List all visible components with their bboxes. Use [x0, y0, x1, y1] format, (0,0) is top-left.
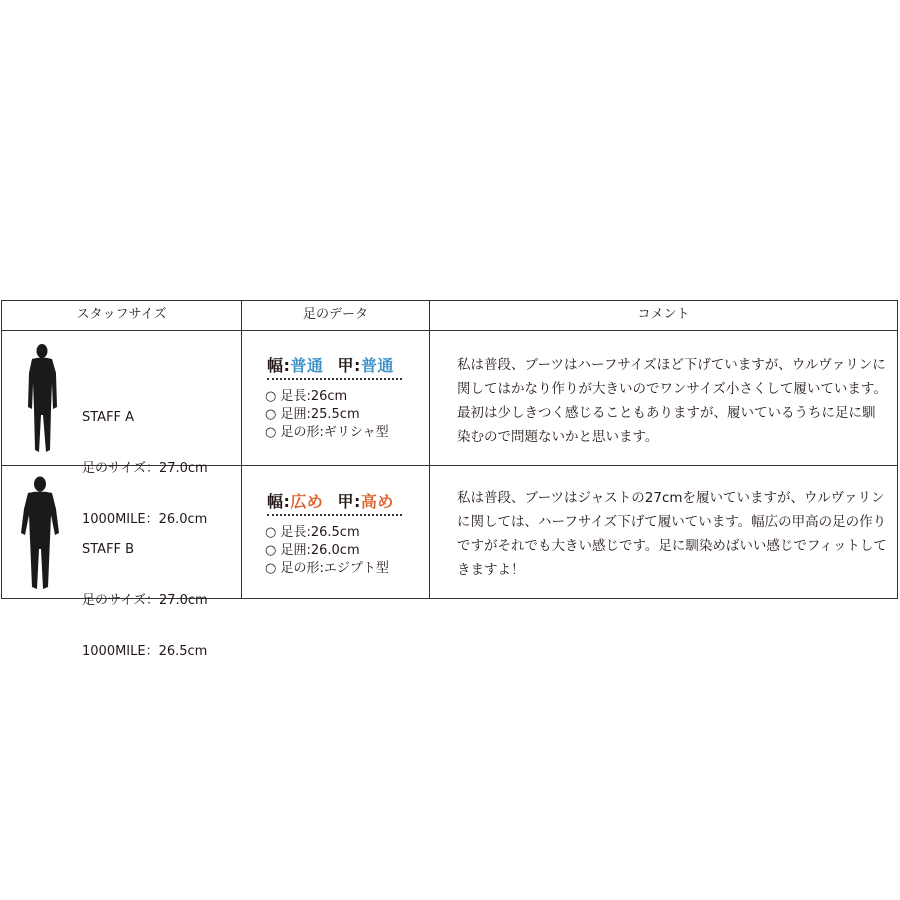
instep-value: 普通 — [360, 356, 394, 375]
foot-size: 足のサイズ：27.0cm — [82, 593, 208, 608]
header-divider — [2, 330, 897, 331]
person-silhouette-icon — [18, 475, 62, 591]
foot-girth: ○ 足囲:25.5cm — [265, 407, 360, 422]
width-value: 広め — [290, 492, 324, 511]
instep-label: 甲: — [337, 356, 361, 375]
column-divider — [429, 301, 430, 598]
dotted-divider — [267, 514, 402, 516]
width-label: 幅: — [267, 356, 291, 375]
staff-name: STAFF A — [82, 410, 135, 425]
foot-girth: ○ 足囲:26.0cm — [265, 543, 360, 558]
mile-size: 1000MILE：26.5cm — [82, 644, 208, 659]
person-silhouette-icon — [24, 343, 60, 453]
column-divider — [241, 301, 242, 598]
dotted-divider — [267, 378, 402, 380]
foot-length: ○ 足長:26.5cm — [265, 525, 360, 540]
foot-measurements — [265, 388, 389, 442]
fit-summary — [267, 353, 394, 376]
staff-name: STAFF B — [82, 542, 135, 557]
width-label: 幅: — [267, 492, 291, 511]
foot-measurements — [265, 524, 389, 578]
staff-a-comment: 私は普段、ブーツはハーフサイズほど下げていますが、ウルヴァリンに関してはかなり作りが大きいのでワンサイズ小さくして履いています。最初は少しきつく感じることもありますが、履いているうちに足に馴染むので問題ないかと思います。 — [457, 357, 887, 445]
staff-b-comment: 私は普段、ブーツはジャストの27cmを履いていますが、ウルヴァリンに関しては、ハーフサイズ下げて履いています。幅広の甲高の足の作りですがそれでも大きい感じです。足に馴染めばいい感じでフィットしてきますよ！ — [457, 490, 887, 578]
header-foot-data: 足のデータ — [302, 307, 368, 322]
foot-shape: ○ 足の形:ギリシャ型 — [265, 425, 389, 440]
foot-length: ○ 足長:26cm — [265, 389, 348, 404]
staff-size-table — [1, 300, 898, 659]
instep-value: 高め — [360, 492, 394, 511]
width-value: 普通 — [290, 356, 324, 375]
foot-size: 足のサイズ：27.0cm — [82, 461, 208, 476]
fit-summary — [267, 489, 394, 512]
instep-label: 甲: — [337, 492, 361, 511]
foot-shape: ○ 足の形:エジプト型 — [265, 561, 389, 576]
staff-b-info — [82, 507, 208, 694]
header-staff-size: スタッフサイズ — [76, 307, 167, 322]
header-comment: コメント — [637, 307, 690, 322]
mile-size: 1000MILE：26.0cm — [82, 512, 208, 527]
